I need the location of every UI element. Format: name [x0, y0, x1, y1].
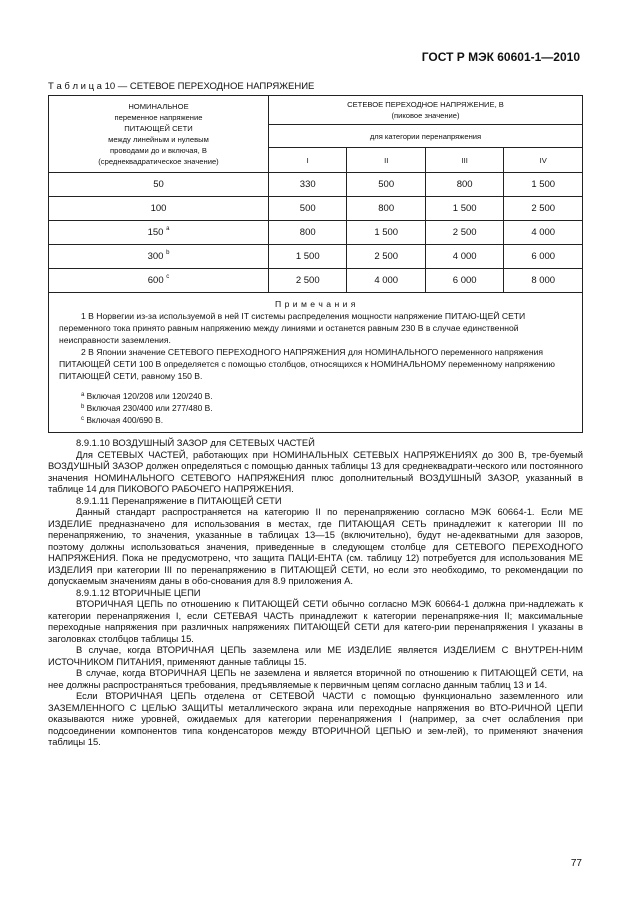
paragraph: ВТОРИЧНАЯ ЦЕПЬ по отношению к ПИТАЮЩЕЙ СЕТИ обычно согласно МЭК 60664-1 должна при-надлежать к категории перенапряжения I, если СЕТЕВАЯ ЧАСТЬ принадлежит к категории перенапряже-ния II; максимальные переходные напряжения при различных напряжениях ПИТАЮЩЕЙ СЕТИ для катего-рии перенапряжения I указаны в заголовках столбцов таблицы 15.	[48, 598, 583, 644]
value-cell: 2 500	[504, 197, 583, 221]
footnote-mark: b	[81, 404, 85, 410]
value-cell: 8 000	[504, 269, 583, 293]
footnote-mark: c	[166, 274, 170, 280]
section-heading: 8.9.1.12 ВТОРИЧНЫЕ ЦЕПИ	[76, 586, 201, 598]
paragraph: В случае, когда ВТОРИЧНАЯ ЦЕПЬ заземлена или МЕ ИЗДЕЛИЕ является ИЗДЕЛИЕМ С ВНУТРЕН-НИМ ИСТОЧНИКОМ ПИТАНИЯ, применяют данные таблицы 15.	[48, 644, 583, 667]
column-header-mains-voltage	[49, 96, 269, 173]
section-heading: 8.9.1.11 Перенапряжение в ПИТАЮЩЕЙ СЕТИ	[76, 494, 282, 506]
category-iv: IV	[504, 148, 583, 173]
table-row	[49, 173, 583, 197]
table-caption: Т а б л и ц а 10 — СЕТЕВОЕ ПЕРЕХОДНОЕ НАПРЯЖЕНИЕ	[48, 81, 315, 92]
value-cell: 1 500	[504, 173, 583, 197]
note-2: 2 В Японии значение СЕТЕВОГО ПЕРЕХОДНОГО НАПРЯЖЕНИЯ для НОМИНАЛЬНОГО переменного напряжения ПИТАЮЩЕЙ СЕТИ 100 В определяется с помощью столбцов, относящихся к НОМИНАЛЬНОМУ переменному напряжению ПИТАЮЩЕЙ СЕТИ, равному 150 В.	[59, 347, 555, 381]
footnote	[81, 414, 572, 426]
table-row	[49, 221, 583, 245]
standard-designation: ГОСТ Р МЭК 60601-1—2010	[421, 50, 580, 64]
value-cell: 4 000	[347, 269, 425, 293]
voltage-value: 300	[147, 251, 164, 262]
footnote	[81, 402, 572, 414]
value-cell: 2 500	[425, 221, 503, 245]
header-line: (среднеквадратическое значение)	[98, 157, 219, 166]
page-number: 77	[570, 858, 582, 869]
notes-heading: П р и м е ч а н и я	[275, 299, 356, 309]
footnote-text: Включая 400/690 В.	[86, 415, 164, 425]
value-cell: 2 500	[347, 245, 425, 269]
footnote-mark: a	[81, 392, 85, 398]
value-cell: 4 000	[425, 245, 503, 269]
voltage-value: 150	[147, 227, 164, 238]
footnote-mark: a	[166, 226, 170, 232]
table-notes	[49, 293, 583, 433]
value-cell: 6 000	[425, 269, 503, 293]
table-row	[49, 245, 583, 269]
header-line: ПИТАЮЩЕЙ СЕТИ	[124, 124, 193, 133]
category-ii: II	[347, 148, 425, 173]
paragraph: Если ВТОРИЧНАЯ ЦЕПЬ отделена от СЕТЕВОЙ ЧАСТИ с помощью функционально заземленного или ЗАЗЕМЛЕННОГО С ЦЕЛЬЮ ЗАЩИТЫ металлического экрана или переходные напряжения во ВТО-РИЧНОЙ ЦЕПИ оказываются ниже уровней, ожидаемых для категории перенапряжения I (например, за счет ослабления при подсоединении компонентов типа конденсаторов между ВТОРИЧНОЙ ЦЕПЬЮ и зем-лей), то применяют значения таблицы 15.	[48, 690, 583, 747]
footnote-text: Включая 230/400 или 277/480 В.	[86, 403, 213, 413]
paragraph: Данный стандарт распространяется на категорию II по перенапряжению согласно МЭК 60664-1. Если МЕ ИЗДЕЛИЕ предназначено для использования в местах, где ПИТАЮЩАЯ СЕТЬ принадлежит к категории III по перенапряжению, то значения, указанные в таблицах 13—15 (включительно), будут не-адекватными для зазоров, поэтому должны использоваться значения, приведенные в следующем столбце для СЕТЕВОГО ПЕРЕХОДНОГО НАПРЯЖЕНИЯ. Пока не предусмотрено, что защита ПАЦИ-ЕНТА (см. таблицу 12) потребуется для использования МЕ ИЗДЕЛИЯ при категории III по перенапряжению в ПИТАЮЩЕЙ СЕТИ, но если это необходимо, то рекомендации по допускаемым значениям даны в обо-снования для 8.9 приложения А.	[48, 506, 583, 586]
voltage-cell	[49, 245, 269, 269]
value-cell: 800	[425, 173, 503, 197]
header-line: (пиковое значение)	[391, 111, 460, 120]
value-cell: 800	[269, 221, 347, 245]
voltage-value: 600	[147, 275, 164, 286]
header-line: проводами до и включая, В	[110, 146, 207, 155]
section-heading: 8.9.1.10 ВОЗДУШНЫЙ ЗАЗОР для СЕТЕВЫХ ЧАСТЕЙ	[76, 437, 315, 448]
category-i: I	[269, 148, 347, 173]
header-line: НОМИНАЛЬНОЕ	[128, 102, 189, 111]
table-row	[49, 269, 583, 293]
value-cell: 1 500	[347, 221, 425, 245]
value-cell: 500	[269, 197, 347, 221]
header-line: переменное напряжение	[114, 113, 203, 122]
footnote-mark: c	[81, 416, 84, 422]
note-1: 1 В Норвегии из-за используемой в ней IT системы распределения мощности напряжение ПИТАЮ-ЩЕЙ СЕТИ переменного тока принято равным напряжению между линиями и останется равным 230 В в случае единственной неисправности заземления.	[59, 311, 526, 345]
voltage-value: 50	[153, 179, 164, 190]
column-header-transient-voltage	[269, 96, 583, 125]
value-cell: 2 500	[269, 269, 347, 293]
voltage-cell	[49, 197, 269, 221]
footnote	[81, 390, 572, 402]
value-cell: 330	[269, 173, 347, 197]
value-cell: 1 500	[269, 245, 347, 269]
table-row	[49, 197, 583, 221]
footnote-text: Включая 120/208 или 120/240 В.	[86, 391, 213, 401]
paragraph: Для СЕТЕВЫХ ЧАСТЕЙ, работающих при НОМИНАЛЬНЫХ СЕТЕВЫХ НАПРЯЖЕНИЯХ до 300 В, тре-буемый ВОЗДУШНЫЙ ЗАЗОР должен определяться с помощью данных таблицы 13 для среднеквадрати-ческого или постоянного значения НОМИНАЛЬНОГО СЕТЕВОГО НАПРЯЖЕНИЯ плюс дополнительный ВОЗДУШНЫЙ ЗАЗОР, указанный в таблице 14 для ПИКОВОГО РАБОЧЕГО НАПРЯЖЕНИЯ.	[48, 448, 583, 494]
transient-voltage-table	[48, 95, 583, 433]
value-cell: 6 000	[504, 245, 583, 269]
body-text	[48, 437, 583, 748]
category-header: для категории перенапряжения	[269, 125, 583, 148]
voltage-cell	[49, 173, 269, 197]
voltage-cell	[49, 221, 269, 245]
category-iii: III	[425, 148, 503, 173]
value-cell: 1 500	[425, 197, 503, 221]
value-cell: 500	[347, 173, 425, 197]
footnote-mark: b	[166, 250, 170, 256]
voltage-value: 100	[150, 203, 167, 214]
header-line: между линейным и нулевым	[108, 135, 209, 144]
value-cell: 800	[347, 197, 425, 221]
header-line: СЕТЕВОЕ ПЕРЕХОДНОЕ НАПРЯЖЕНИЕ, В	[347, 100, 504, 109]
paragraph: В случае, когда ВТОРИЧНАЯ ЦЕПЬ не заземлена и является вторичной по отношению к ПИТАЮЩЕЙ СЕТИ, на нее должны распространяться требования, предъявляемые к первичным цепям согласно данным таблиц 13 и 14.	[48, 667, 583, 690]
voltage-cell	[49, 269, 269, 293]
value-cell: 4 000	[504, 221, 583, 245]
